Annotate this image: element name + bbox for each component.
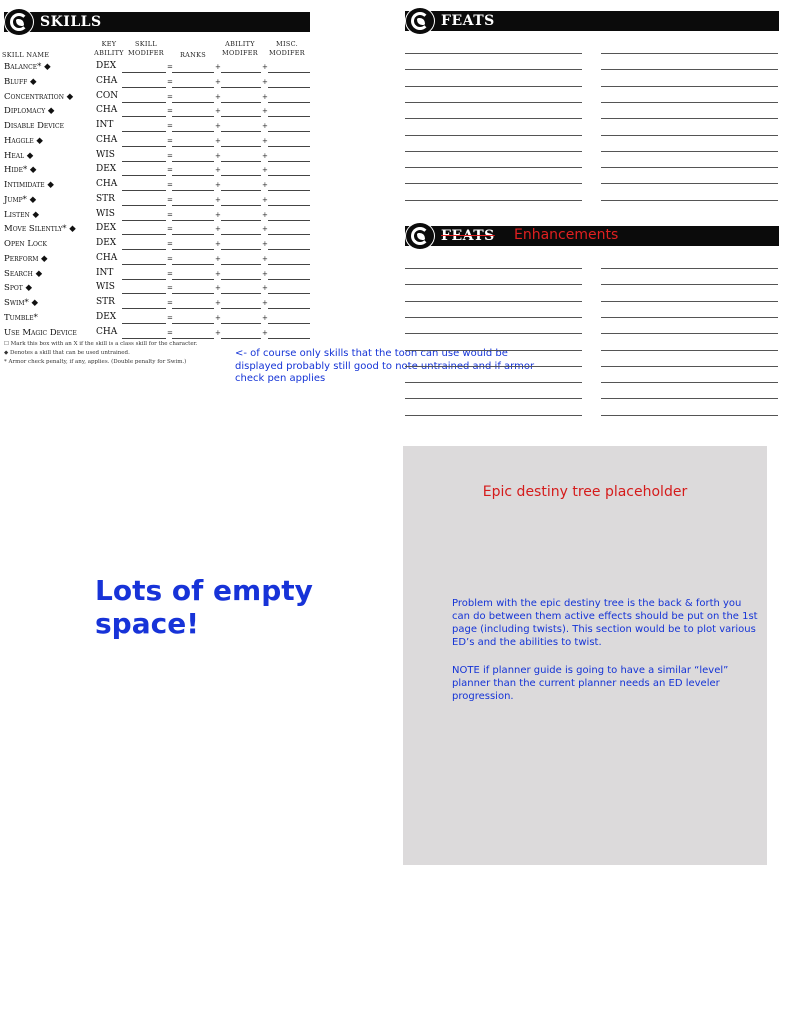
skill-operator: =	[167, 77, 173, 86]
footnote-untrained: ◆ Denotes a skill that can be used untrained.	[4, 350, 130, 356]
skill-value-blank[interactable]	[221, 205, 261, 206]
skill-value-blank[interactable]	[221, 220, 261, 221]
dragon-logo-icon	[405, 222, 435, 250]
skill-value-blank[interactable]	[268, 220, 310, 221]
skill-row	[0, 76, 312, 91]
skill-key-ability: WIS	[96, 208, 115, 219]
skill-value-blank[interactable]	[268, 116, 310, 117]
skill-value-blank[interactable]	[221, 190, 261, 191]
entry-line[interactable]	[405, 382, 582, 383]
skill-value-blank[interactable]	[221, 131, 261, 132]
enhancements-struck-title: FEATS	[441, 228, 495, 244]
entry-line[interactable]	[601, 333, 778, 334]
skill-value-blank[interactable]	[221, 264, 261, 265]
col-ability-modifier: ABILITY MODIFER	[221, 40, 258, 57]
skill-value-blank[interactable]	[122, 293, 166, 294]
skill-name: Haggle ◆	[4, 135, 43, 146]
footnote-class-skill: ☐ Mark this box with an X if the skill is a class skill for the character.	[4, 341, 198, 347]
skill-row	[0, 164, 312, 179]
skill-operator: +	[215, 225, 221, 234]
skill-operator: +	[262, 210, 268, 219]
entry-line[interactable]	[405, 69, 582, 70]
entry-line[interactable]	[601, 284, 778, 285]
feats-title: FEATS	[441, 13, 495, 29]
skill-value-blank[interactable]	[172, 279, 214, 280]
entry-line[interactable]	[601, 151, 778, 152]
skill-value-blank[interactable]	[221, 161, 261, 162]
skill-value-blank[interactable]	[221, 308, 261, 309]
skill-value-blank[interactable]	[122, 116, 166, 117]
skill-name: Balance* ◆	[4, 62, 51, 72]
skill-value-blank[interactable]	[268, 102, 310, 103]
skill-name: Diplomacy ◆	[4, 106, 55, 117]
skill-row	[0, 91, 312, 106]
skill-value-blank[interactable]	[172, 161, 214, 162]
skill-operator: =	[167, 269, 173, 278]
skill-operator: +	[215, 136, 221, 145]
skill-value-blank[interactable]	[122, 102, 166, 103]
skill-value-blank[interactable]	[268, 190, 310, 191]
skill-value-blank[interactable]	[172, 293, 214, 294]
skill-key-ability: DEX	[96, 238, 117, 248]
skill-name: Search ◆	[4, 268, 43, 279]
skill-value-blank[interactable]	[172, 323, 214, 324]
skill-value-blank[interactable]	[268, 205, 310, 206]
skill-value-blank[interactable]	[221, 102, 261, 103]
skill-operator: +	[215, 254, 221, 263]
skill-operator: +	[215, 313, 221, 322]
entry-line[interactable]	[405, 53, 582, 54]
skill-key-ability: CON	[96, 90, 119, 101]
skill-name: Open Lock	[4, 239, 47, 249]
skill-value-blank[interactable]	[221, 116, 261, 117]
skills-header-bar	[4, 12, 310, 32]
skill-operator: +	[215, 151, 221, 160]
skill-value-blank[interactable]	[221, 146, 261, 147]
skill-operator: +	[262, 92, 268, 101]
skill-value-blank[interactable]	[122, 72, 166, 73]
skill-key-ability: CHA	[96, 105, 118, 116]
skill-value-blank[interactable]	[172, 146, 214, 147]
skill-row	[0, 194, 312, 209]
skill-value-blank[interactable]	[122, 249, 166, 250]
skill-value-blank[interactable]	[122, 190, 166, 191]
skill-value-blank[interactable]	[122, 87, 166, 88]
entry-line[interactable]	[405, 200, 582, 201]
skill-operator: =	[167, 210, 173, 219]
skill-operator: =	[167, 151, 173, 160]
skill-name: Listen ◆	[4, 209, 39, 220]
epic-destiny-title: Epic destiny tree placeholder	[482, 484, 688, 500]
skill-value-blank[interactable]	[122, 146, 166, 147]
epic-destiny-placeholder	[403, 446, 767, 865]
skill-value-blank[interactable]	[221, 293, 261, 294]
entry-line[interactable]	[405, 284, 582, 285]
skill-value-blank[interactable]	[172, 205, 214, 206]
skill-row	[0, 209, 312, 224]
epic-destiny-paragraph-1: Problem with the epic destiny tree is the back & forth you can do between them active effects should be put on the 1st page (including twists). This section would be to plot various ED’s and the abilities to twist.	[452, 598, 758, 648]
skill-key-ability: DEX	[96, 311, 117, 322]
skill-value-blank[interactable]	[122, 308, 166, 309]
skill-operator: +	[262, 328, 268, 337]
entry-line[interactable]	[601, 135, 778, 136]
skill-value-blank[interactable]	[172, 131, 214, 132]
skill-operator: =	[167, 240, 173, 248]
skill-value-blank[interactable]	[221, 175, 261, 176]
entry-line[interactable]	[405, 183, 582, 184]
skill-value-blank[interactable]	[122, 338, 166, 339]
skill-row	[0, 282, 312, 297]
feats-header-bar	[405, 11, 779, 31]
skills-comment: <- of course only skills that the toon can use would be displayed probably still good to note untrained and if armor check pen applies	[235, 348, 535, 384]
skill-value-blank[interactable]	[221, 72, 261, 73]
entry-line[interactable]	[405, 350, 582, 351]
skill-value-blank[interactable]	[268, 293, 310, 294]
skill-operator: +	[215, 77, 221, 86]
skill-operator: +	[262, 63, 268, 71]
skill-operator: +	[215, 92, 221, 101]
skill-operator: =	[167, 107, 173, 116]
skill-value-blank[interactable]	[122, 264, 166, 265]
skill-key-ability: CHA	[96, 179, 118, 189]
skill-name: Use Magic Device	[4, 327, 77, 338]
skill-row	[0, 253, 312, 268]
entry-line[interactable]	[601, 53, 778, 54]
skill-operator: +	[262, 77, 268, 86]
skill-key-ability: CHA	[96, 134, 118, 145]
skill-operator: =	[167, 328, 173, 337]
skill-operator: +	[215, 122, 221, 130]
skill-row	[0, 179, 312, 194]
dragon-logo-icon	[405, 7, 435, 35]
skill-row	[0, 297, 312, 312]
skill-value-blank[interactable]	[268, 249, 310, 250]
skill-key-ability: STR	[96, 297, 115, 307]
skill-key-ability: CHA	[96, 326, 118, 337]
entry-line[interactable]	[405, 102, 582, 103]
skill-operator: +	[262, 107, 268, 116]
enhancements-label: Enhancements	[514, 227, 619, 243]
skill-operator: =	[167, 166, 173, 175]
entry-line[interactable]	[601, 118, 778, 119]
skill-key-ability: CHA	[96, 75, 118, 86]
entry-line[interactable]	[601, 366, 778, 367]
col-misc-modifier: MISC. MODIFER	[268, 40, 305, 57]
entry-line[interactable]	[601, 69, 778, 70]
skill-key-ability: WIS	[96, 282, 115, 293]
skill-operator: =	[167, 225, 173, 234]
skill-operator: +	[262, 225, 268, 234]
entry-line[interactable]	[405, 135, 582, 136]
skill-value-blank[interactable]	[172, 220, 214, 221]
skill-operator: +	[262, 151, 268, 160]
skill-operator: +	[262, 269, 268, 278]
skill-operator: =	[167, 313, 173, 322]
col-ranks: RANKS	[179, 51, 207, 59]
skill-operator: =	[167, 136, 173, 145]
epic-destiny-paragraph-2: NOTE if planner guide is going to have a similar “level” planner than the current planner needs an ED leveler progression.	[452, 665, 729, 702]
skill-name: Bluff ◆	[4, 76, 37, 87]
skill-value-blank[interactable]	[221, 87, 261, 88]
skill-value-blank[interactable]	[221, 323, 261, 324]
skill-operator: +	[262, 181, 268, 189]
skill-name: Intimidate ◆	[4, 180, 54, 190]
skill-value-blank[interactable]	[122, 131, 166, 132]
skill-key-ability: WIS	[96, 149, 115, 160]
skill-operator: =	[167, 299, 173, 307]
skill-value-blank[interactable]	[172, 264, 214, 265]
skill-row	[0, 61, 312, 76]
skill-row	[0, 312, 312, 327]
skill-value-blank[interactable]	[221, 338, 261, 339]
col-key-ability: KEY ABILITY	[94, 40, 124, 57]
skill-name: Tumble*	[4, 312, 38, 323]
entry-line[interactable]	[601, 317, 778, 318]
skill-value-blank[interactable]	[172, 116, 214, 117]
entry-line[interactable]	[601, 415, 778, 416]
entry-line[interactable]	[601, 183, 778, 184]
entry-line[interactable]	[601, 301, 778, 302]
skill-operator: +	[262, 136, 268, 145]
skill-value-blank[interactable]	[122, 279, 166, 280]
entry-line[interactable]	[601, 102, 778, 103]
entry-line[interactable]	[405, 86, 582, 87]
skill-name: Spot ◆	[4, 283, 33, 294]
skill-operator: +	[262, 254, 268, 263]
skill-row	[0, 223, 312, 238]
skill-operator: +	[215, 166, 221, 175]
skill-row	[0, 150, 312, 165]
skill-operator: =	[167, 284, 173, 293]
skill-operator: +	[262, 166, 268, 175]
entry-line[interactable]	[405, 333, 582, 334]
entry-line[interactable]	[601, 86, 778, 87]
skill-value-blank[interactable]	[268, 308, 310, 309]
entry-line[interactable]	[405, 415, 582, 416]
skill-key-ability: INT	[96, 120, 114, 130]
skill-operator: =	[167, 92, 173, 101]
skill-value-blank[interactable]	[268, 175, 310, 176]
skill-value-blank[interactable]	[221, 279, 261, 280]
skill-value-blank[interactable]	[122, 220, 166, 221]
col-skill-modifier: SKILL MODIFER	[127, 40, 164, 57]
skill-value-blank[interactable]	[172, 87, 214, 88]
skill-value-blank[interactable]	[268, 338, 310, 339]
skill-value-blank[interactable]	[268, 87, 310, 88]
skill-value-blank[interactable]	[268, 72, 310, 73]
skill-name: Hide* ◆	[4, 165, 37, 176]
skill-value-blank[interactable]	[221, 234, 261, 235]
skills-title: SKILLS	[40, 14, 102, 30]
skill-value-blank[interactable]	[122, 234, 166, 235]
skill-key-ability: DEX	[96, 61, 117, 71]
entry-line[interactable]	[601, 268, 778, 269]
skill-name: Heal ◆	[4, 150, 34, 161]
skill-operator: +	[262, 240, 268, 248]
skill-operator: +	[215, 181, 221, 189]
skill-operator: +	[215, 63, 221, 71]
skill-key-ability: INT	[96, 267, 114, 278]
skill-operator: +	[215, 269, 221, 278]
entry-line[interactable]	[405, 398, 582, 399]
skill-operator: +	[262, 284, 268, 293]
entry-line[interactable]	[405, 151, 582, 152]
entry-line[interactable]	[405, 317, 582, 318]
skill-operator: +	[215, 107, 221, 116]
skill-operator: =	[167, 181, 173, 189]
skill-name: Move Silently* ◆	[4, 224, 76, 235]
entry-line[interactable]	[405, 268, 582, 269]
skill-name: Concentration ◆	[4, 91, 74, 102]
skill-row	[0, 105, 312, 120]
skill-operator: =	[167, 122, 173, 130]
entry-line[interactable]	[601, 200, 778, 201]
skill-operator: =	[167, 63, 173, 71]
skill-value-blank[interactable]	[172, 308, 214, 309]
skill-key-ability: CHA	[96, 252, 118, 263]
entry-line[interactable]	[405, 167, 582, 168]
skill-value-blank[interactable]	[122, 205, 166, 206]
entry-line[interactable]	[405, 301, 582, 302]
skill-value-blank[interactable]	[268, 264, 310, 265]
skill-operator: +	[262, 313, 268, 322]
skill-name: Disable Device	[4, 121, 64, 131]
skill-operator: +	[215, 210, 221, 219]
skill-value-blank[interactable]	[172, 102, 214, 103]
skill-name: Perform ◆	[4, 253, 48, 264]
skill-row	[0, 238, 312, 253]
skill-operator: +	[262, 299, 268, 307]
skill-key-ability: DEX	[96, 164, 117, 175]
skill-operator: +	[215, 240, 221, 248]
dragon-logo-icon	[4, 8, 34, 36]
skill-value-blank[interactable]	[268, 131, 310, 132]
skill-value-blank[interactable]	[122, 161, 166, 162]
skill-value-blank[interactable]	[268, 323, 310, 324]
skill-value-blank[interactable]	[122, 323, 166, 324]
skill-operator: +	[215, 328, 221, 337]
footnote-armor-check: * Armor check penalty, if any, applies. (Double penalty for Swim.)	[4, 359, 187, 365]
skill-value-blank[interactable]	[221, 249, 261, 250]
skill-row	[0, 268, 312, 283]
skill-value-blank[interactable]	[172, 190, 214, 191]
skill-value-blank[interactable]	[268, 279, 310, 280]
skill-operator: +	[215, 195, 221, 204]
entry-line[interactable]	[601, 350, 778, 351]
skill-name: Jump* ◆	[4, 194, 37, 205]
skill-value-blank[interactable]	[268, 146, 310, 147]
skill-operator: +	[262, 122, 268, 130]
skill-row	[0, 135, 312, 150]
skill-operator: =	[167, 195, 173, 204]
skill-key-ability: STR	[96, 193, 115, 204]
skill-row	[0, 327, 312, 342]
empty-space-note: Lots of empty space!	[95, 574, 313, 640]
skill-name: Swim* ◆	[4, 298, 38, 308]
skill-value-blank[interactable]	[122, 175, 166, 176]
skill-value-blank[interactable]	[268, 161, 310, 162]
entry-line[interactable]	[405, 366, 582, 367]
entry-line[interactable]	[405, 118, 582, 119]
skill-operator: +	[262, 195, 268, 204]
entry-line[interactable]	[601, 398, 778, 399]
skill-row	[0, 120, 312, 135]
skill-operator: +	[215, 299, 221, 307]
entry-line[interactable]	[601, 382, 778, 383]
skill-value-blank[interactable]	[172, 249, 214, 250]
skill-key-ability: DEX	[96, 223, 117, 234]
col-skill-name: SKILL NAME	[2, 51, 50, 59]
skill-value-blank[interactable]	[172, 234, 214, 235]
skill-value-blank[interactable]	[172, 338, 214, 339]
skill-value-blank[interactable]	[268, 234, 310, 235]
skill-operator: =	[167, 254, 173, 263]
skill-value-blank[interactable]	[172, 175, 214, 176]
skill-operator: +	[215, 284, 221, 293]
entry-line[interactable]	[601, 167, 778, 168]
skill-value-blank[interactable]	[172, 72, 214, 73]
